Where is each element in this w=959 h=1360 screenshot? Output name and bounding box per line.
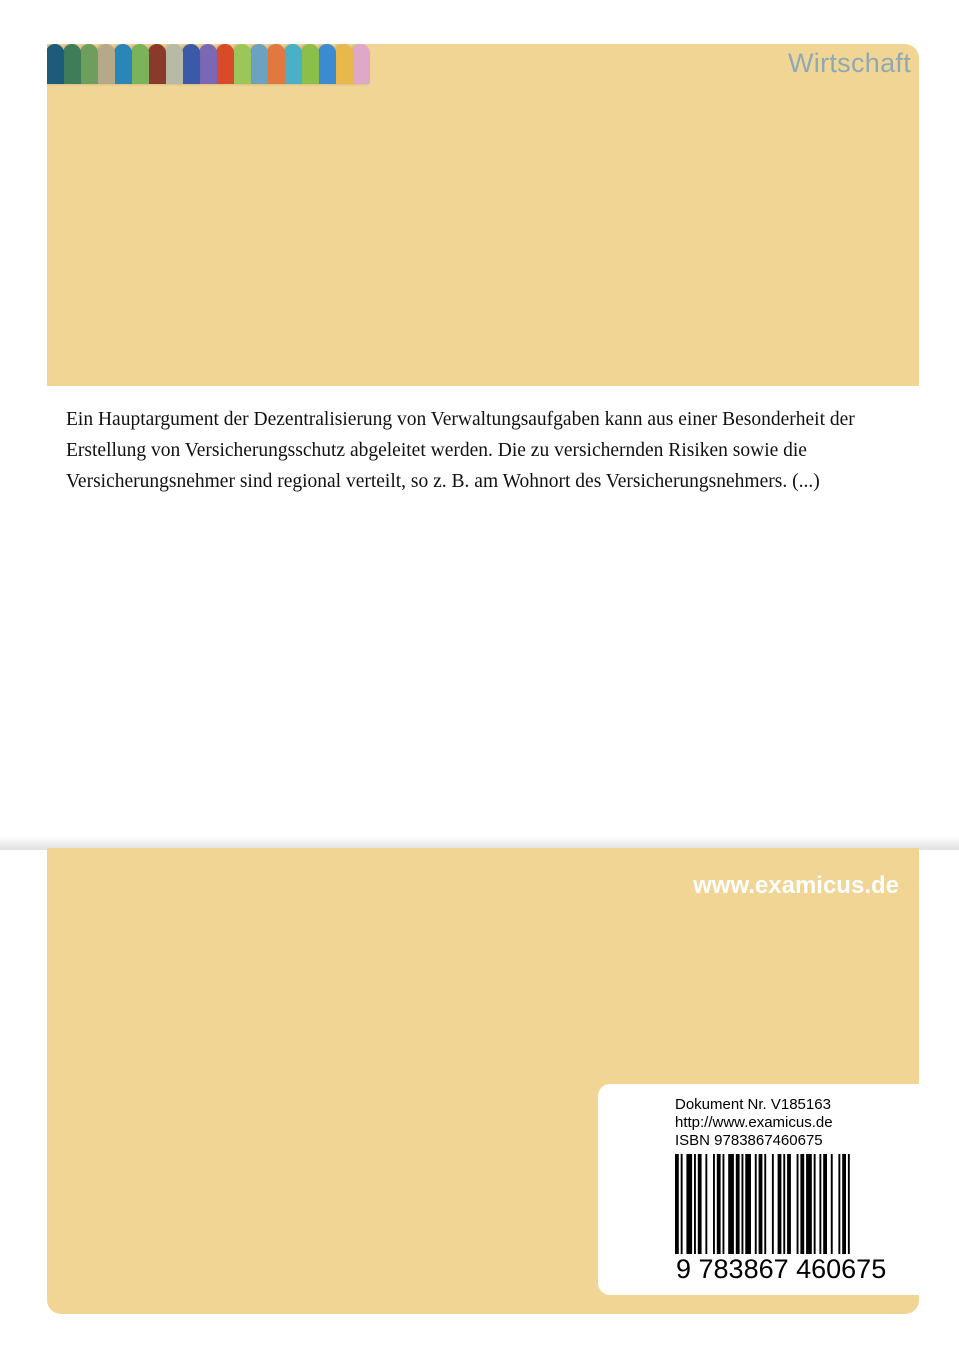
abstract-text: Ein Hauptargument der Dezentralisierung von Verwaltungsaufgaben kann aus einer Besonderheit der Erstellung von Versicherungsschutz abgeleitet werden. Die zu versichernden Risiken sowie die Versicherungsnehmer sind regional verteilt, so z. B. am Wohnort des Versicherungsnehmers. (...)	[66, 409, 855, 492]
color-tab	[47, 44, 64, 84]
color-tab	[250, 44, 268, 84]
cover-bottom-panel	[47, 848, 919, 1314]
document-number: Dokument Nr. V185163	[675, 1096, 831, 1113]
isbn: ISBN 9783867460675	[675, 1132, 823, 1149]
color-tab	[216, 44, 234, 84]
color-tab	[199, 44, 217, 84]
color-tab	[318, 44, 336, 84]
color-tab	[148, 44, 166, 84]
barcode-box	[598, 1084, 919, 1295]
color-tab	[97, 44, 115, 84]
color-tab	[182, 44, 200, 84]
barcode-digits: 9 783867 460675	[676, 1254, 887, 1284]
color-tab	[301, 44, 319, 84]
web-address: http://www.examicus.de	[675, 1114, 833, 1131]
color-tab	[165, 44, 183, 84]
color-tab	[114, 44, 132, 84]
color-tab	[267, 44, 285, 84]
color-tab	[352, 44, 370, 84]
color-tab	[284, 44, 302, 84]
category-label: Wirtschaft	[787, 48, 911, 78]
color-tab	[80, 44, 98, 84]
color-tab	[63, 44, 81, 84]
cover-top-panel	[47, 44, 919, 386]
color-tab	[233, 44, 251, 84]
color-tab-strip	[47, 44, 387, 84]
publisher-url[interactable]: www.examicus.de	[693, 872, 899, 899]
color-tab	[335, 44, 353, 84]
color-tab	[131, 44, 149, 84]
